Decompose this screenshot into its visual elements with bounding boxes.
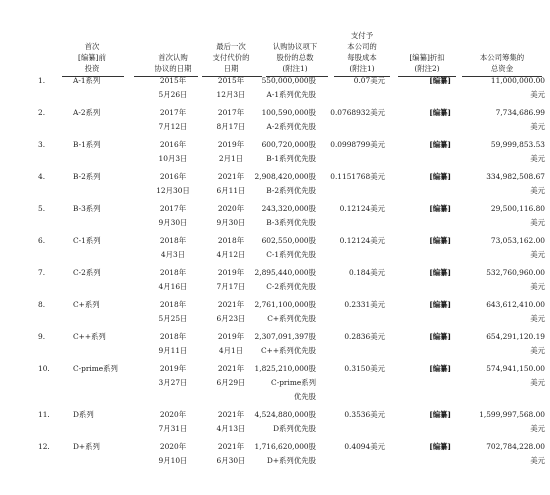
cost-per-share: 0.12124美元	[339, 236, 385, 245]
round-class: A-2系列	[73, 108, 101, 117]
last-payment-date: 2015年 12月3日	[216, 76, 246, 99]
cost-per-share: 0.07美元	[353, 76, 385, 85]
first-date: 2018年 4月16日	[158, 268, 188, 291]
row-number: 9.	[38, 332, 46, 341]
share-count: 100,590,000股 A-2系列优先股	[261, 108, 316, 131]
first-date: 2015年 5月26日	[158, 76, 188, 99]
redacted-discount: [编纂]	[429, 140, 451, 149]
first-date: 2018年 5月25日	[158, 300, 188, 323]
table-row	[0, 440, 550, 472]
redacted-discount: [编纂]	[429, 268, 451, 277]
row-number: 5.	[38, 204, 46, 213]
redacted-discount: [编纂]	[429, 332, 451, 341]
total-funds: 334,982,508.67 美元	[486, 172, 545, 195]
table-row	[0, 234, 550, 266]
round-class: C-prime系列	[73, 364, 118, 373]
share-count: 600,720,000股 B-1系列优先股	[261, 140, 316, 163]
round-class: C-1系列	[73, 236, 101, 245]
row-number: 2.	[38, 108, 46, 117]
redacted-discount: [编纂]	[429, 108, 451, 117]
redacted-discount: [编纂]	[429, 172, 451, 181]
share-count: 2,908,420,000股 B-2系列优先股	[254, 172, 316, 195]
last-payment-date: 2021年 6月11日	[216, 172, 246, 195]
last-payment-date: 2017年 8月17日	[216, 108, 246, 131]
first-date: 2016年 10月3日	[158, 140, 188, 163]
round-class: C-2系列	[73, 268, 101, 277]
total-funds: 29,500,116.80 美元	[490, 204, 545, 227]
total-funds: 702,784,228.00 美元	[486, 442, 545, 465]
first-date: 2020年 7月31日	[158, 410, 188, 433]
row-number: 8.	[38, 300, 46, 309]
table-row	[0, 202, 550, 234]
redacted-discount: [编纂]	[429, 236, 451, 245]
round-class: B-1系列	[73, 140, 101, 149]
total-funds: 643,612,410.00 美元	[486, 300, 545, 323]
table-row	[0, 170, 550, 202]
table-row	[0, 266, 550, 298]
cost-per-share: 0.0768932美元	[330, 108, 385, 117]
header-discount: [编纂]折扣 (附注2)	[409, 53, 445, 73]
round-class: B-2系列	[73, 172, 101, 181]
round-class: C+系列	[73, 300, 100, 309]
header-round: 首次 [编纂]前 投资	[78, 42, 106, 73]
share-count: 2,761,100,000股 C+系列优先股	[254, 300, 316, 323]
first-date: 2020年 9月10日	[158, 442, 188, 465]
cost-per-share: 0.1151768美元	[330, 172, 385, 181]
table-body	[0, 74, 550, 472]
share-count: 2,895,440,000股 C-2系列优先股	[254, 268, 316, 291]
first-date: 2019年 3月27日	[158, 364, 188, 387]
cost-per-share: 0.3536美元	[344, 410, 385, 419]
header-cost: 支付予 本公司的 每股成本 (附注1)	[347, 31, 377, 73]
header-first-date: 首次认购 协议的日期	[154, 53, 192, 73]
last-payment-date: 2019年 4月1日	[217, 332, 245, 355]
last-payment-date: 2021年 6月29日	[216, 364, 246, 387]
round-class: C++系列	[73, 332, 106, 341]
redacted-discount: [编纂]	[429, 410, 451, 419]
last-payment-date: 2019年 2月1日	[217, 140, 245, 163]
cost-per-share: 0.2331美元	[344, 300, 385, 309]
row-number: 7.	[38, 268, 46, 277]
round-class: D+系列	[73, 442, 100, 451]
table-row	[0, 138, 550, 170]
cost-per-share: 0.3150美元	[344, 364, 385, 373]
total-funds: 532,760,960.00 美元	[486, 268, 545, 291]
share-count: 243,320,000股 B-3系列优先股	[261, 204, 316, 227]
first-date: 2017年 7月12日	[158, 108, 188, 131]
total-funds: 1,599,997,568.00 美元	[479, 410, 545, 433]
table-row	[0, 298, 550, 330]
redacted-discount: [编纂]	[429, 442, 451, 451]
row-number: 10.	[38, 364, 50, 373]
redacted-discount: [编纂]	[429, 364, 451, 373]
share-count: 4,524,880,000股 D系列优先股	[254, 410, 316, 433]
total-funds: 59,999,853.53 美元	[490, 140, 545, 163]
table-row	[0, 362, 550, 408]
round-class: A-1系列	[73, 76, 101, 85]
last-payment-date: 2018年 4月12日	[216, 236, 246, 259]
cost-per-share: 0.0998799美元	[330, 140, 385, 149]
row-number: 4.	[38, 172, 46, 181]
cost-per-share: 0.12124美元	[339, 204, 385, 213]
share-count: 1,716,620,000股 D+系列优先股	[254, 442, 316, 465]
last-payment-date: 2020年 9月30日	[216, 204, 246, 227]
first-date: 2018年 4月3日	[159, 236, 187, 259]
last-payment-date: 2021年 4月13日	[216, 410, 246, 433]
total-funds: 11,000,000.00 美元	[490, 76, 545, 99]
share-count: 1,825,210,000股 C-prime系列 优先股	[254, 364, 316, 401]
cost-per-share: 0.2836美元	[344, 332, 385, 341]
last-payment-date: 2021年 6月23日	[216, 300, 246, 323]
table-row	[0, 330, 550, 362]
round-class: B-3系列	[73, 204, 101, 213]
redacted-discount: [编纂]	[429, 300, 451, 309]
round-class: D系列	[73, 410, 94, 419]
redacted-discount: [编纂]	[429, 204, 451, 213]
redacted-discount: [编纂]	[429, 76, 451, 85]
first-date: 2016年 12月30日	[156, 172, 190, 195]
table-row	[0, 74, 550, 106]
cost-per-share: 0.184美元	[349, 268, 385, 277]
last-payment-date: 2021年 6月30日	[216, 442, 246, 465]
total-funds: 73,053,162.00 美元	[490, 236, 545, 259]
table-row	[0, 106, 550, 138]
last-payment-date: 2019年 7月17日	[216, 268, 246, 291]
share-count: 550,000,000股 A-1系列优先股	[261, 76, 316, 99]
row-number: 12.	[38, 442, 50, 451]
header-total: 本公司筹集的 总资金	[479, 53, 525, 73]
header-last-payment: 最后一次 支付代价的 日期	[212, 42, 250, 73]
share-count: 602,550,000股 C-1系列优先股	[261, 236, 316, 259]
row-number: 6.	[38, 236, 46, 245]
row-number: 11.	[38, 410, 50, 419]
header-shares: 认购协议项下 股份的总数 (附注1)	[272, 42, 318, 73]
total-funds: 654,291,120.19 美元	[486, 332, 545, 355]
first-date: 2017年 9月30日	[158, 204, 188, 227]
cost-per-share: 0.4094美元	[344, 442, 385, 451]
total-funds: 574,941,150.00 美元	[486, 364, 545, 387]
table-row	[0, 408, 550, 440]
total-funds: 7,734,686.99 美元	[495, 108, 545, 131]
row-number: 1.	[38, 76, 46, 85]
first-date: 2018年 9月11日	[158, 332, 188, 355]
share-count: 2,307,091,397股 C++系列优先股	[254, 332, 316, 355]
row-number: 3.	[38, 140, 46, 149]
